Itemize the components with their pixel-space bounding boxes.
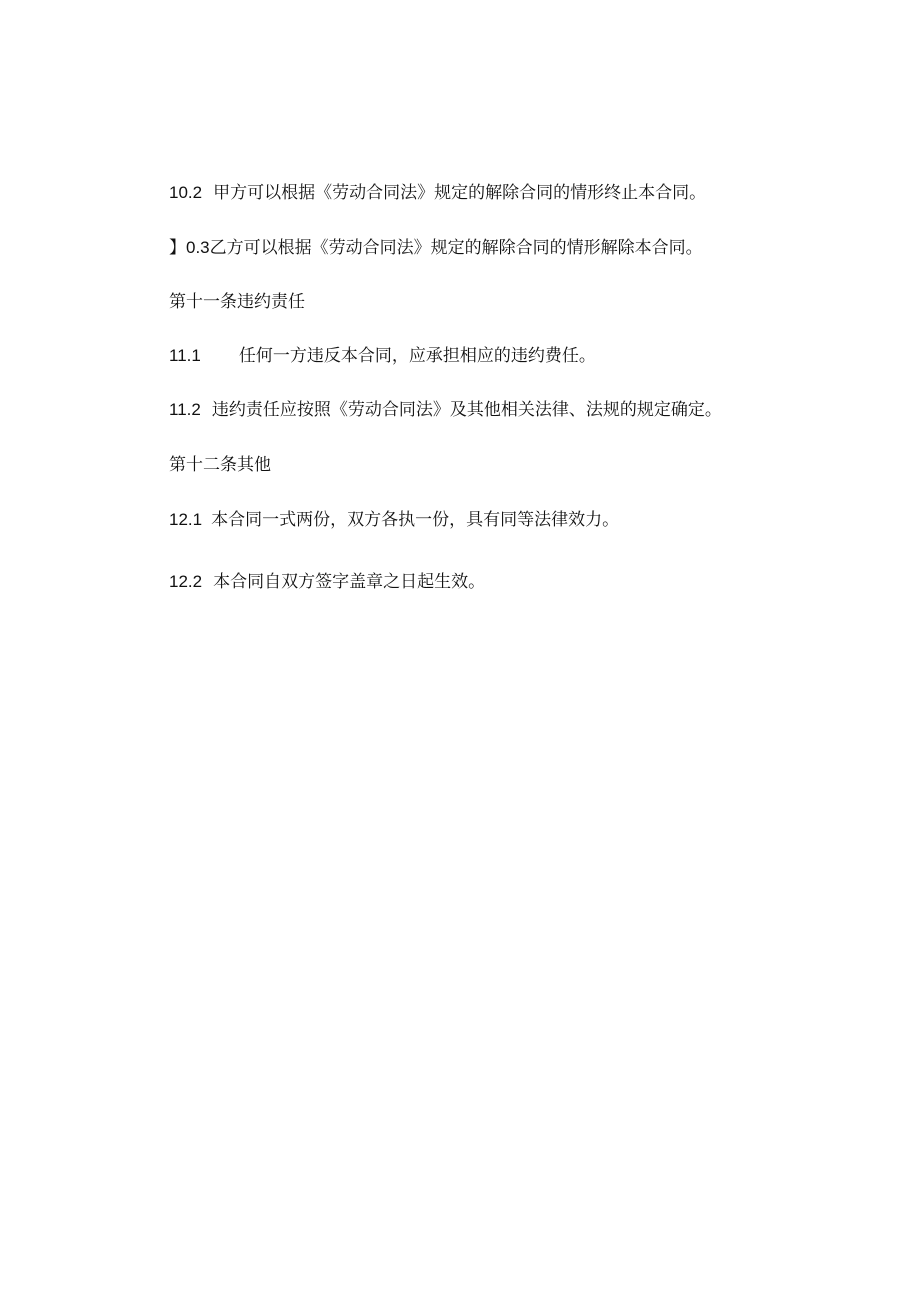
clause-number: 】0.3 [169,238,210,257]
clause-text: 任何一方违反本合同，应承担相应的违约费任。 [238,346,596,366]
clause-10-3 [169,238,703,258]
clause-text: 本合同一式两份，双方各执一份，具有同等法律效力。 [211,510,620,530]
clause-text: 乙方可以根据《劳动合同法》规定的解除合同的情形解除本合同。 [209,238,703,258]
clause-number: 12.1 [169,510,203,529]
clause-11-2 [169,400,722,420]
article-11-heading: 第十一条违约责任 [169,292,305,312]
clause-text: 本合同自双方签字盖章之日起生效。 [213,572,486,592]
clause-number: 11.1 [169,346,201,365]
clause-11-1 [169,346,596,366]
clause-text: 甲方可以根据《劳动合同法》规定的解除合同的情形终止本合同。 [213,183,707,203]
article-12-heading: 第十二条其他 [169,455,271,475]
clause-text: 违约责任应按照《劳动合同法》及其他相关法律、法规的规定确定。 [211,400,722,420]
clause-12-1 [169,510,619,530]
clause-12-2 [169,572,485,592]
clause-10-2 [169,183,706,203]
clause-number: 10.2 [169,183,203,202]
clause-number: 12.2 [169,572,203,591]
clause-number: 11.2 [169,400,201,419]
